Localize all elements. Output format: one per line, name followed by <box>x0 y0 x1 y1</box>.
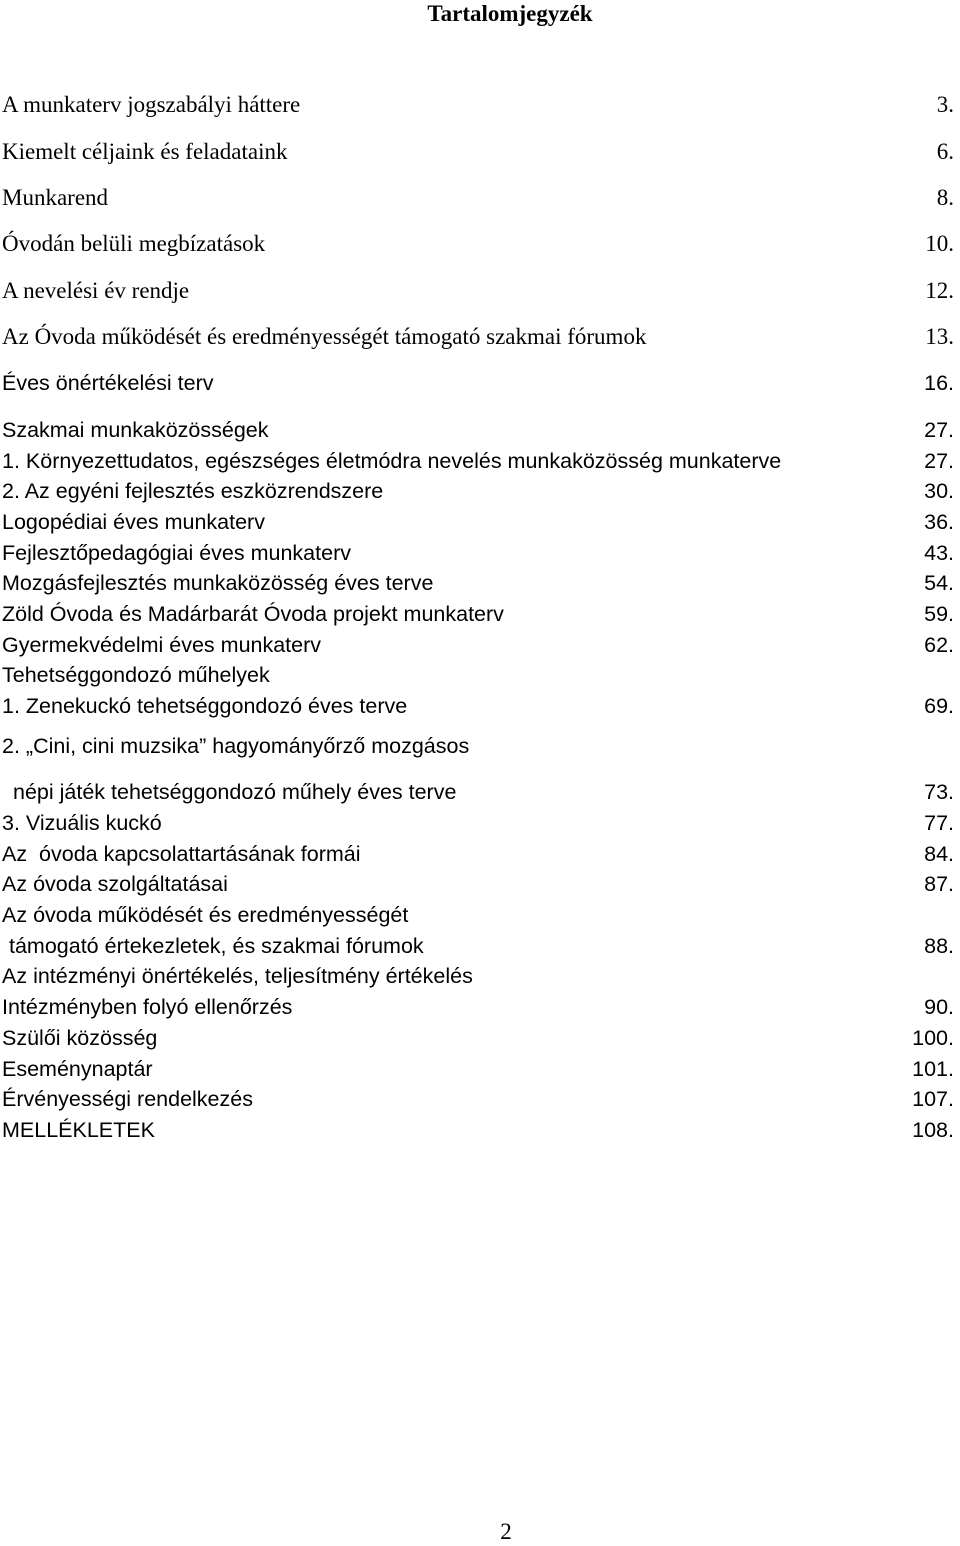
toc-entry-label: Az intézményi önértékelés, teljesítmény értékelés <box>2 964 473 988</box>
toc-entry-label: Az óvoda kapcsolattartásának formái <box>2 842 361 866</box>
toc-entry-label: Gyermekvédelmi éves munkaterv <box>2 633 322 657</box>
toc-entry-page: 87. <box>924 872 954 896</box>
toc-entry-label: Az óvoda működését és eredményességét <box>2 903 409 927</box>
toc-entry[interactable] <box>2 137 954 167</box>
toc-entry-label: támogató értekezletek, és szakmai fórumok <box>9 934 424 958</box>
toc-entry-page: 10. <box>925 231 954 256</box>
toc-entry[interactable] <box>2 1054 954 1084</box>
toc-entry-page: 88. <box>924 934 954 958</box>
toc-entry[interactable] <box>2 568 954 598</box>
toc-entry-label: népi játék tehetséggondozó műhely éves terve <box>13 780 457 804</box>
toc-entry-page: 69. <box>924 694 954 718</box>
toc-entry-page: 27. <box>924 418 954 442</box>
toc-entry-label: Az óvoda szolgáltatásai <box>2 872 228 896</box>
toc-entry[interactable] <box>2 1023 954 1053</box>
toc-entry-page: 84. <box>924 842 954 866</box>
toc-entry[interactable] <box>2 900 954 930</box>
toc-entry-page: 107. <box>912 1087 954 1111</box>
toc-entry[interactable] <box>2 777 954 807</box>
toc-entry-label: Tehetséggondozó műhelyek <box>2 663 270 687</box>
toc-entry[interactable] <box>2 90 954 120</box>
toc-entry-label: Szülői közösség <box>2 1026 158 1050</box>
toc-entry[interactable] <box>2 507 954 537</box>
toc-entry-page: 59. <box>924 602 954 626</box>
toc-entry-page: 8. <box>936 185 954 210</box>
page-number: 2 <box>500 1519 512 1544</box>
toc-entry[interactable] <box>2 183 954 213</box>
toc-entry-label: 2. „Cini, cini muzsika” hagyományőrző mozgásos <box>2 734 470 758</box>
toc-entry[interactable] <box>2 630 954 660</box>
toc-entry-page: 101. <box>912 1057 954 1081</box>
toc-entry[interactable] <box>2 1115 954 1145</box>
toc-entry[interactable] <box>2 446 954 476</box>
toc-entry[interactable] <box>2 229 954 259</box>
toc-entry[interactable] <box>2 368 954 398</box>
toc-entry-label: MELLÉKLETEK <box>2 1118 155 1142</box>
toc-entry-page: 36. <box>924 510 954 534</box>
toc-entry-label: Eseménynaptár <box>2 1057 153 1081</box>
toc-entry-label: Kiemelt céljaink és feladataink <box>2 139 288 164</box>
toc-entry[interactable] <box>2 931 954 961</box>
toc-entry[interactable] <box>2 276 954 306</box>
toc-entry-label: 3. Vizuális kuckó <box>2 811 162 835</box>
toc-entry-label: Intézményben folyó ellenőrzés <box>2 995 293 1019</box>
toc-entry[interactable] <box>2 322 954 352</box>
toc-entry-page: 108. <box>912 1118 954 1142</box>
page-title: Tartalomjegyzék <box>427 1 593 26</box>
toc-entry-page: 100. <box>912 1026 954 1050</box>
toc-entry-label: Fejlesztőpedagógiai éves munkaterv <box>2 541 351 565</box>
toc-entry-label: Éves önértékelési terv <box>2 371 214 395</box>
toc-entry-page: 12. <box>925 278 954 303</box>
toc-entry[interactable] <box>2 538 954 568</box>
toc-entry-page: 90. <box>924 995 954 1019</box>
toc-entry-label: A munkaterv jogszabályi háttere <box>2 92 301 117</box>
toc-entry[interactable] <box>2 599 954 629</box>
toc-entry[interactable] <box>2 992 954 1022</box>
toc-entry-page: 3. <box>936 92 954 117</box>
toc-entry-page: 30. <box>924 479 954 503</box>
toc-entry-page: 16. <box>924 371 954 395</box>
toc-entry-label: Munkarend <box>2 185 109 210</box>
toc-entry[interactable] <box>2 691 954 721</box>
toc-entry-page: 62. <box>924 633 954 657</box>
toc-entry-label: Érvényességi rendelkezés <box>2 1087 253 1111</box>
toc-entry-page: 54. <box>924 571 954 595</box>
toc-entry-page: 73. <box>924 780 954 804</box>
toc-entry-page: 27. <box>924 449 954 473</box>
toc-entry-label: Az Óvoda működését és eredményességét támogató szakmai fórumok <box>2 324 647 349</box>
toc-entry-label: Szakmai munkaközösségek <box>2 418 269 442</box>
toc-entry-page: 6. <box>936 139 954 164</box>
toc-entry[interactable] <box>2 731 954 761</box>
toc-entry-label: 2. Az egyéni fejlesztés eszközrendszere <box>2 479 384 503</box>
toc-entry-page: 43. <box>924 541 954 565</box>
toc-entry-label: 1. Környezettudatos, egészséges életmódra nevelés munkaközösség munkaterve <box>2 449 782 473</box>
toc-entry[interactable] <box>2 1084 954 1114</box>
toc-entry-label: Logopédiai éves munkaterv <box>2 510 265 534</box>
toc-entry[interactable] <box>2 869 954 899</box>
toc-entry-page: 77. <box>924 811 954 835</box>
toc-entry[interactable] <box>2 839 954 869</box>
toc-entry-label: Mozgásfejlesztés munkaközösség éves terve <box>2 571 434 595</box>
toc-entry-label: Óvodán belüli megbízatások <box>2 231 266 256</box>
toc-entry[interactable] <box>2 660 954 690</box>
toc-entry-label: A nevelési év rendje <box>2 278 190 303</box>
toc-entry[interactable] <box>2 961 954 991</box>
toc-entry[interactable] <box>2 808 954 838</box>
toc-entry-label: 1. Zenekuckó tehetséggondozó éves terve <box>2 694 408 718</box>
toc-entry[interactable] <box>2 415 954 445</box>
toc-entry-label: Zöld Óvoda és Madárbarát Óvoda projekt munkaterv <box>2 602 504 626</box>
toc-entry[interactable] <box>2 476 954 506</box>
toc-entry-page: 13. <box>925 324 954 349</box>
